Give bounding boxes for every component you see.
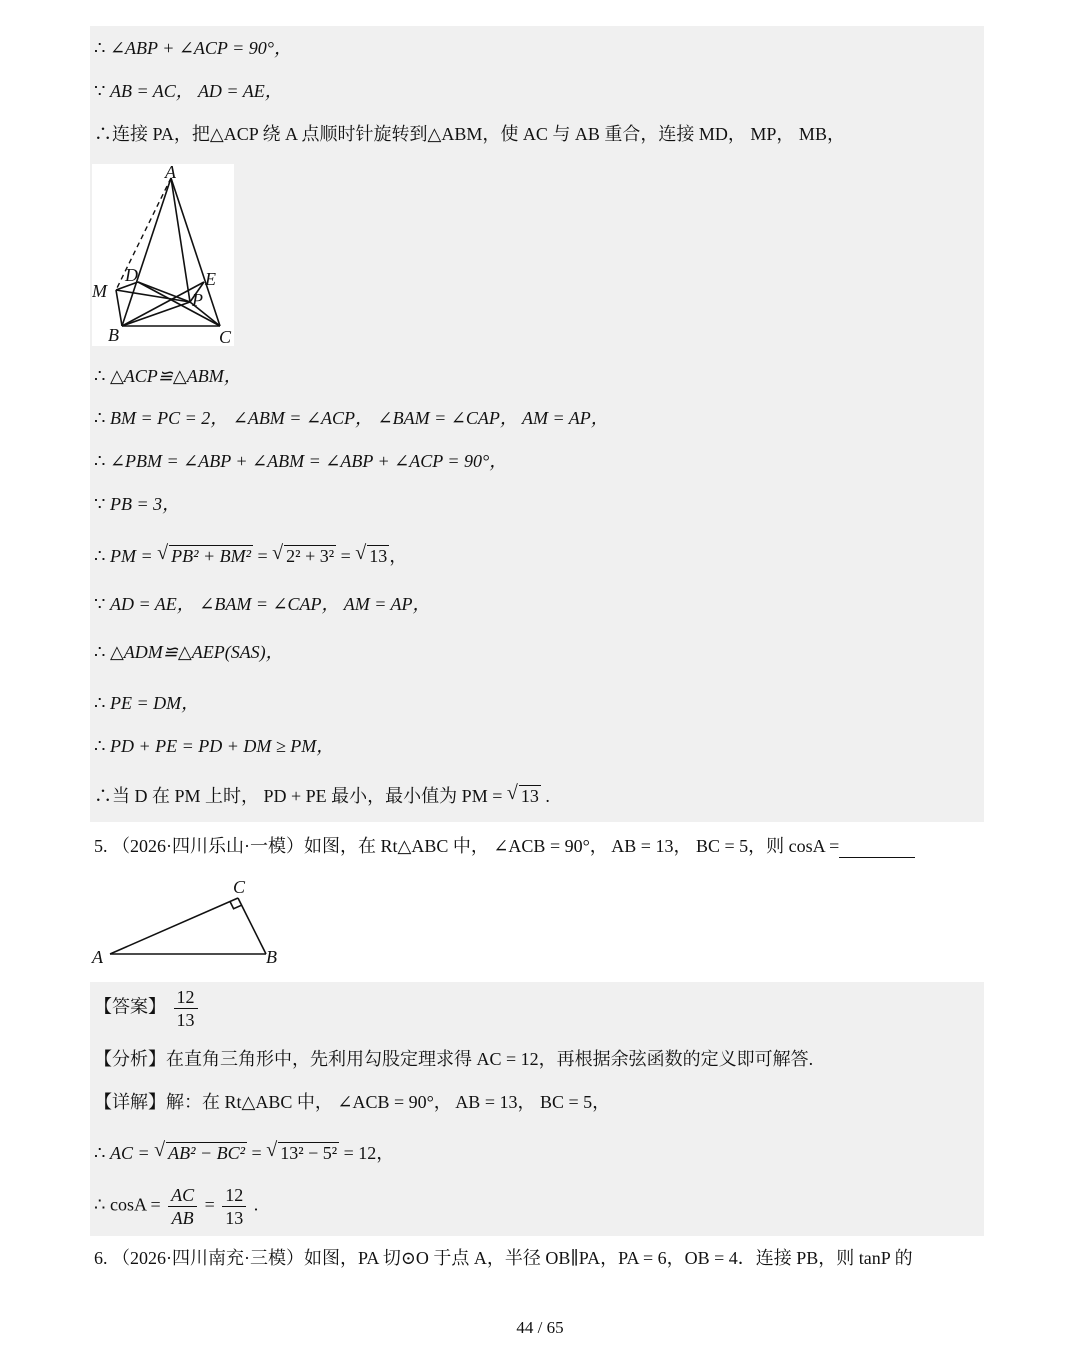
label-m: M xyxy=(92,281,107,301)
label-d: D xyxy=(125,265,138,285)
solution-line-4: ∴ △ACP≌△ABM， xyxy=(94,366,242,386)
q5-detail: 【详解】解：在 Rt△ABC 中， ∠ACB = 90°， AB = 13， BC = 5， xyxy=(94,1092,611,1112)
right-triangle-figure xyxy=(90,872,290,972)
page-number: 44 / 65 xyxy=(516,1318,564,1337)
label-e: E xyxy=(205,269,216,289)
label-b: B xyxy=(108,325,119,345)
label-a: A xyxy=(165,164,176,182)
rotation-figure xyxy=(92,164,234,346)
solution-line-11: ∴ PD + PE = PD + DM ≥ PM， xyxy=(94,736,335,756)
q6-stem: 6. （2026·四川南充·三模）如图，PA 切⊙O 于点 A，半径 OB∥PA，PA = 6，OB = 4．连接 PB，则 tanP 的 xyxy=(94,1248,913,1268)
answer-fraction: $\frac{12}{13}$ xyxy=(174,986,198,1031)
solution-line-2: ∵ AB = AC， AD = AE， xyxy=(94,81,283,101)
solution-line-1: ∴ ∠ABP + ∠ACP = 90°， xyxy=(94,38,292,58)
figure-background xyxy=(92,164,234,346)
answer-label: 【答案】 xyxy=(94,996,166,1017)
solution-line-3: ∴连接 PA，把△ACP 绕 A 点顺时针旋转到△ABM，使 AC 与 AB 重合，连接 MD， MP， MB， xyxy=(94,124,845,144)
solution-line-8: ∵ AD = AE， ∠BAM = ∠CAP， AM = AP， xyxy=(94,594,431,614)
label-a: A xyxy=(92,947,103,967)
label-p: P xyxy=(192,290,203,310)
segment-cb xyxy=(238,898,266,954)
solution-line-9: ∴ △ADM≌△AEP(SAS)， xyxy=(94,642,284,662)
segment-ac xyxy=(110,898,238,954)
answer-blank xyxy=(839,839,915,858)
solution-line-10: ∴ PE = DM， xyxy=(94,693,200,713)
ac-equation: ∴ AC = √ AB² − BC² = √ 13² − 5² = 12， xyxy=(94,1141,394,1165)
q5-answer xyxy=(94,986,201,1031)
q5-stem: 5. （2026·四川乐山·一模）如图，在 Rt△ABC 中， ∠ACB = 90°， AB = 13， BC = 5，则 cosA = xyxy=(94,834,915,858)
solution-final-line: ∴当 D 在 PM 上时， PD + PE 最小，最小值为 PM = √ 13 . xyxy=(94,784,550,808)
q5-analysis: 【分析】在直角三角形中，先利用勾股定理求得 AC = 12，再根据余弦函数的定义即可解答. xyxy=(94,1049,814,1069)
pm-equation: ∴ PM = √ PB² + BM² = √ 2² + 3² = √ 13 ， xyxy=(94,544,407,568)
label-b: B xyxy=(266,947,277,967)
solution-line-7: ∵ PB = 3， xyxy=(94,494,181,514)
solution-line-6: ∴ ∠PBM = ∠ABP + ∠ABM = ∠ABP + ∠ACP = 90°， xyxy=(94,451,508,471)
cos-equation: ∴ cosA = $\frac{AC}{AB}$ = $\frac{12}{13}$ . xyxy=(94,1185,259,1228)
label-c: C xyxy=(233,877,246,897)
solution-line-5: ∴ BM = PC = 2， ∠ABM = ∠ACP， ∠BAM = ∠CAP， AM = AP， xyxy=(94,408,609,428)
label-c: C xyxy=(219,327,232,346)
